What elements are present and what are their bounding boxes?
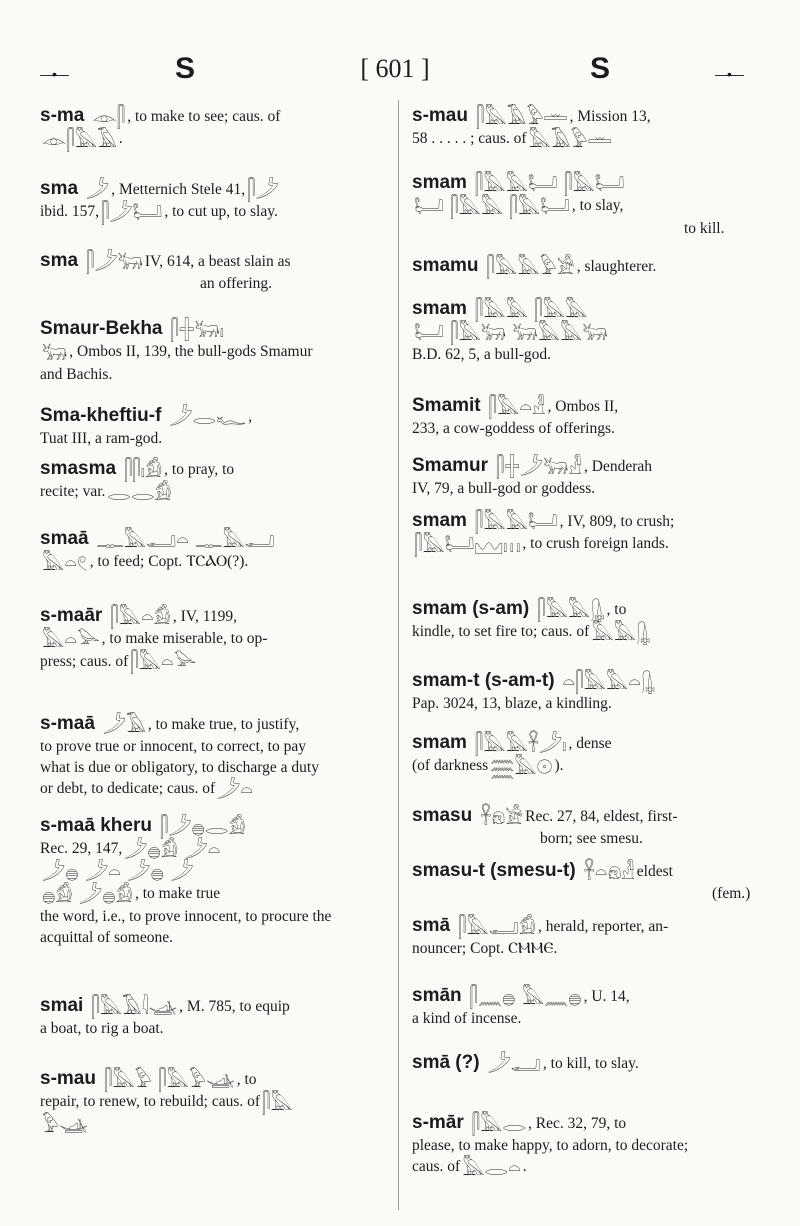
hieroglyph-group: 𓋴𓅓𓅓𓋹𓌳𓏤 xyxy=(474,732,567,757)
lemma: s-maā kheru xyxy=(40,815,152,836)
definition-cont: to prove true or innocent, to correct, to pay xyxy=(40,738,306,756)
hieroglyph-group: 𓋴𓌳𓂡 xyxy=(101,200,163,225)
hieroglyph-group: 𓋴𓅓𓂡𓈉𓏥 xyxy=(414,532,521,557)
dictionary-entry xyxy=(412,105,651,151)
definition: , U. 14, xyxy=(583,988,630,1005)
hieroglyph-group: 𓋴𓋴𓏤𓀁 xyxy=(124,458,163,483)
lemma: smam xyxy=(412,298,467,319)
hieroglyph-group: 𓋹𓏏𓁶𓁐 xyxy=(583,860,635,885)
hieroglyph-group: 𓌳𓂋𓆑 xyxy=(169,405,247,430)
dictionary-entry xyxy=(40,815,331,948)
dictionary-entry xyxy=(412,915,668,959)
lemma: s-mau xyxy=(412,105,468,126)
hieroglyph-group: 𓋴𓌳𓃒 xyxy=(86,250,143,275)
hieroglyph-group: 𓋴𓅓𓅓𓂡 xyxy=(474,510,558,535)
definition-cont: or debt, to dedicate; caus. of xyxy=(40,780,216,798)
dictionary-entry xyxy=(412,1052,639,1075)
hieroglyph-group: 𓅓𓅓𓊮 xyxy=(591,620,651,645)
hieroglyph-group: 𓌳𓂝 xyxy=(487,1052,541,1077)
hieroglyph-group: 𓋹𓁶𓀀 xyxy=(480,805,524,830)
lemma: smamu xyxy=(412,255,479,276)
dictionary-entry: s-mār 𓋴𓅓𓂋 , Rec. 32, 79, to please, to make happy, to adorn, to decorate; caus. of 𓅓𓂋𓏏 . xyxy=(412,1112,689,1180)
hieroglyph-group: 𓁹𓋴𓅓𓄿 xyxy=(42,127,117,152)
definition-cont: born; see smesu. xyxy=(540,830,643,848)
definition: , dense xyxy=(568,735,612,752)
lemma: smā xyxy=(412,915,451,936)
lemma: smasu xyxy=(412,805,473,826)
hieroglyph-group: 𓋴𓏶𓃒𓏤 xyxy=(170,318,224,343)
lemma: s-maā xyxy=(40,713,95,734)
hieroglyph-group: 𓌳𓏏 xyxy=(217,777,254,802)
coptic-word: ⲦⲤⲀⲞ(?). xyxy=(186,553,249,571)
hieroglyph-group: 𓋴𓅓𓂋 xyxy=(471,1112,526,1137)
definition-cont: and Bachis. xyxy=(40,365,113,383)
definition: eldest xyxy=(636,863,673,880)
definition: , slaughterer. xyxy=(576,258,657,275)
dictionary-entry xyxy=(40,105,280,151)
hieroglyph-group: 𓂋𓂋𓀁 xyxy=(107,480,172,505)
lemma: s-ma xyxy=(40,105,85,126)
header-dash-right: —•— xyxy=(715,66,742,82)
hieroglyph-group: 𓋴𓅓𓏏𓁐 xyxy=(488,395,546,420)
hieroglyph-group: 𓂡 𓋴𓅓𓃒 𓃒𓅓𓅓𓃒 xyxy=(414,320,608,345)
dictionary-entry xyxy=(412,298,610,365)
dictionary-entry xyxy=(412,670,657,714)
hieroglyph-group: 𓅓𓂋𓏏 xyxy=(462,1155,521,1180)
definition-cont: kindle, to set fire to; caus. of xyxy=(412,623,590,641)
definition: , to xyxy=(606,601,627,618)
definition-cont: a kind of incense. xyxy=(412,1010,522,1028)
definition: , to pray, to xyxy=(164,461,235,478)
definition: , to kill, to slay. xyxy=(542,1055,639,1072)
dictionary-entry xyxy=(40,995,290,1039)
definition: , Ombos II, xyxy=(547,398,619,415)
dictionary-entry xyxy=(412,172,724,239)
definition-cont: , to make miserable, to op- xyxy=(101,630,268,648)
definition-cont: 233, a cow-goddess of offerings. xyxy=(412,420,615,438)
lemma: Smamur xyxy=(412,455,489,476)
hieroglyph-group: 𓋴𓅓𓅓 𓋴𓅓𓅓 xyxy=(474,298,588,323)
definition-cont: . xyxy=(118,130,123,148)
definition-cont: , to crush foreign lands. xyxy=(522,535,669,553)
lemma: smasu-t (smesu-t) xyxy=(412,860,576,881)
dictionary-entry xyxy=(412,395,618,439)
hieroglyph-group: 𓋴𓅓𓄿𓇋𓊛 xyxy=(91,995,178,1020)
lemma: sma xyxy=(40,250,79,271)
definition: , to make true, to justify, xyxy=(147,716,300,733)
lemma: smasma xyxy=(40,458,117,479)
definition: , IV, 1199, xyxy=(172,608,238,625)
hieroglyph-group: 𓅱𓊛 xyxy=(42,1113,88,1138)
hieroglyph-group: 𓈗𓅓𓇳 xyxy=(490,754,553,779)
dictionary-entry xyxy=(40,178,281,224)
definition-cont: what is due or obligatory, to discharge a duty xyxy=(40,759,319,777)
column-divider xyxy=(398,100,399,1210)
definition: , to make to see; caus. of xyxy=(127,108,281,125)
hieroglyph-group: 𓌳𓐍 𓌳𓏏 𓌳𓐍 𓌳 xyxy=(42,860,194,885)
definition: , M. 785, to equip xyxy=(179,998,290,1015)
definition-cont: IV, 79, a bull-god or goddess. xyxy=(412,480,596,498)
definition-cont: 58 . . . . . ; caus. of xyxy=(412,130,527,148)
lemma: smā (?) xyxy=(412,1052,480,1073)
hieroglyph-group: 𓋴𓌳 xyxy=(247,178,279,203)
dictionary-entry xyxy=(40,318,313,385)
page-number: [ 601 ] xyxy=(360,54,430,83)
hieroglyph-group: 𓌳𓄿 xyxy=(102,713,146,738)
definition: Rec. 29, 147, xyxy=(40,840,123,858)
lemma: Smamit xyxy=(412,395,481,416)
header-letter-right: S xyxy=(590,52,611,85)
hieroglyph-group: 𓋴𓌳𓐍𓂋𓀁 xyxy=(159,815,246,840)
header-dash-left: —•— xyxy=(40,66,67,82)
hieroglyph-group: 𓋴𓏶𓌳𓃒𓁐 xyxy=(496,455,582,480)
dictionary-entry xyxy=(40,528,277,574)
lemma: smaā xyxy=(40,528,89,549)
definition: , to xyxy=(236,1071,257,1088)
hieroglyph-group: 𓃒 xyxy=(42,340,68,365)
hieroglyph-group: 𓅓𓏏𓅪 xyxy=(42,627,100,652)
definition-cont: please, to make happy, to adorn, to decorate; xyxy=(412,1137,689,1155)
definition: Pap. 3024, 13, blaze, a kindling. xyxy=(412,695,612,713)
hieroglyph-group: 𓋴𓅓𓏏𓅪 xyxy=(130,650,197,675)
definition: , Ombos II, 139, the bull-gods Smamur xyxy=(69,343,313,361)
dictionary-entry xyxy=(40,605,267,673)
dictionary-entry xyxy=(40,1068,295,1136)
lemma: smai xyxy=(40,995,84,1016)
hieroglyph-group: 𓂡 𓋴𓅓𓅓 𓋴𓅓𓂡 xyxy=(414,194,570,219)
definition: , xyxy=(248,408,253,425)
definition-cont: recite; var. xyxy=(40,483,106,501)
lemma: smam xyxy=(412,172,467,193)
definition-cont: press; caus. of xyxy=(40,652,129,670)
definition: , IV, 809, to crush; xyxy=(559,513,675,530)
dictionary-entry xyxy=(40,458,234,504)
definition-cont: to kill. xyxy=(684,219,725,237)
dictionary-entry xyxy=(40,713,319,801)
definition: , Denderah xyxy=(584,458,652,475)
dictionary-entry xyxy=(412,598,652,644)
lemma: s-mār xyxy=(412,1112,464,1133)
lemma: smam xyxy=(412,732,467,753)
hieroglyph-group: 𓊃𓅓𓂝𓏏 𓊃𓅓𓂝 xyxy=(96,528,275,553)
hieroglyph-group: 𓋴𓅓𓏏𓀁 xyxy=(110,605,171,630)
dictionary-entry xyxy=(412,985,630,1029)
lemma: smam-t (s-am-t) xyxy=(412,670,555,691)
dictionary-entry xyxy=(412,510,674,556)
hieroglyph-group: 𓌳𓐍𓀁 𓌳𓏏 xyxy=(124,837,221,862)
definition: , Metternich Stele 41, xyxy=(111,181,246,198)
definition: , Mission 13, xyxy=(569,108,651,125)
definition-cont: (of darkness xyxy=(412,757,489,775)
dictionary-entry xyxy=(412,805,678,849)
hieroglyph-group: 𓋴𓅓𓄿𓅱𓏛 xyxy=(475,105,568,130)
dictionary-entry xyxy=(412,860,750,904)
definition-cont: , to make true xyxy=(134,885,221,903)
lemma: smam xyxy=(412,510,467,531)
hieroglyph-group: 𓋴𓅓 xyxy=(262,1090,293,1115)
definition-cont: repair, to renew, to rebuild; caus. of xyxy=(40,1093,261,1111)
lemma: s-mau xyxy=(40,1068,96,1089)
hieroglyph-group: 𓋴𓅓𓅓𓅱𓀀 xyxy=(486,255,575,280)
hieroglyph-group: 𓌳 xyxy=(86,178,110,203)
definition-cont: an offering. xyxy=(200,275,273,293)
lemma: Sma-kheftiu-f xyxy=(40,405,162,426)
definition: B.D. 62, 5, a bull-god. xyxy=(412,345,552,363)
hieroglyph-group: 𓋴𓅓𓅓𓊮 xyxy=(537,598,605,623)
lemma: smān xyxy=(412,985,462,1006)
lemma: smam (s-am) xyxy=(412,598,530,619)
definition: , to slay, xyxy=(571,197,624,215)
dictionary-entry xyxy=(40,250,291,294)
definition-cont: acquittal of someone. xyxy=(40,928,173,946)
definition: Rec. 27, 84, eldest, first- xyxy=(525,808,678,825)
hieroglyph-group: 𓋴𓅓𓅓𓂡 𓋴𓅓𓂡 xyxy=(474,172,625,197)
dictionary-entry xyxy=(40,405,252,449)
dictionary-entry xyxy=(412,455,652,499)
hieroglyph-group: 𓁹𓋴 xyxy=(92,105,126,130)
definition-cont: nouncer; Copt. xyxy=(412,940,505,958)
running-header xyxy=(0,52,800,92)
definition: , Rec. 32, 79, to xyxy=(527,1115,627,1132)
hieroglyph-group: 𓅓𓏏𓏲 xyxy=(42,550,88,575)
definition-cont: caus. of xyxy=(412,1158,461,1176)
header-letter-left: S xyxy=(175,52,196,85)
lemma: Smaur-Bekha xyxy=(40,318,163,339)
hieroglyph-group: 𓅓𓄿𓅱𓏛 xyxy=(528,127,612,152)
lemma: s-maār xyxy=(40,605,103,626)
definition-cont: (fem.) xyxy=(712,885,751,903)
definition-cont: a boat, to rig a boat. xyxy=(40,1020,164,1038)
definition: IV, 614, a beast slain as xyxy=(144,253,291,270)
definition: , to feed; Copt. xyxy=(89,553,183,571)
hieroglyph-group: 𓋴𓈖𓐍 𓅓𓈖𓐍 xyxy=(469,985,582,1010)
hieroglyph-group: 𓏏𓋴𓅓𓅓𓏏𓊮 xyxy=(562,670,656,695)
lemma: sma xyxy=(40,178,79,199)
definition-cont: , to cut up, to slay. xyxy=(164,203,278,221)
coptic-word: ⲤⲘⲘⲈ. xyxy=(508,940,558,958)
dictionary-entry: smam 𓋴𓅓𓅓𓋹𓌳𓏤 , dense (of darkness 𓈗𓅓𓇳 ). xyxy=(412,732,612,779)
definition-cont: Tuat III, a ram-god. xyxy=(40,430,163,448)
hieroglyph-group: 𓐍𓀁 𓌳𓐍𓀁 xyxy=(42,882,133,907)
definition-cont: the word, i.e., to prove innocent, to procure the xyxy=(40,907,332,925)
hieroglyph-group: 𓋴𓅓𓂝𓀁 xyxy=(458,915,537,940)
dictionary-entry xyxy=(412,255,656,278)
definition: , herald, reporter, an- xyxy=(538,918,669,935)
definition-cont: ibid. 157, xyxy=(40,203,99,221)
hieroglyph-group: 𓋴𓅓𓅱 𓋴𓅓𓅱𓊛 xyxy=(103,1068,235,1093)
